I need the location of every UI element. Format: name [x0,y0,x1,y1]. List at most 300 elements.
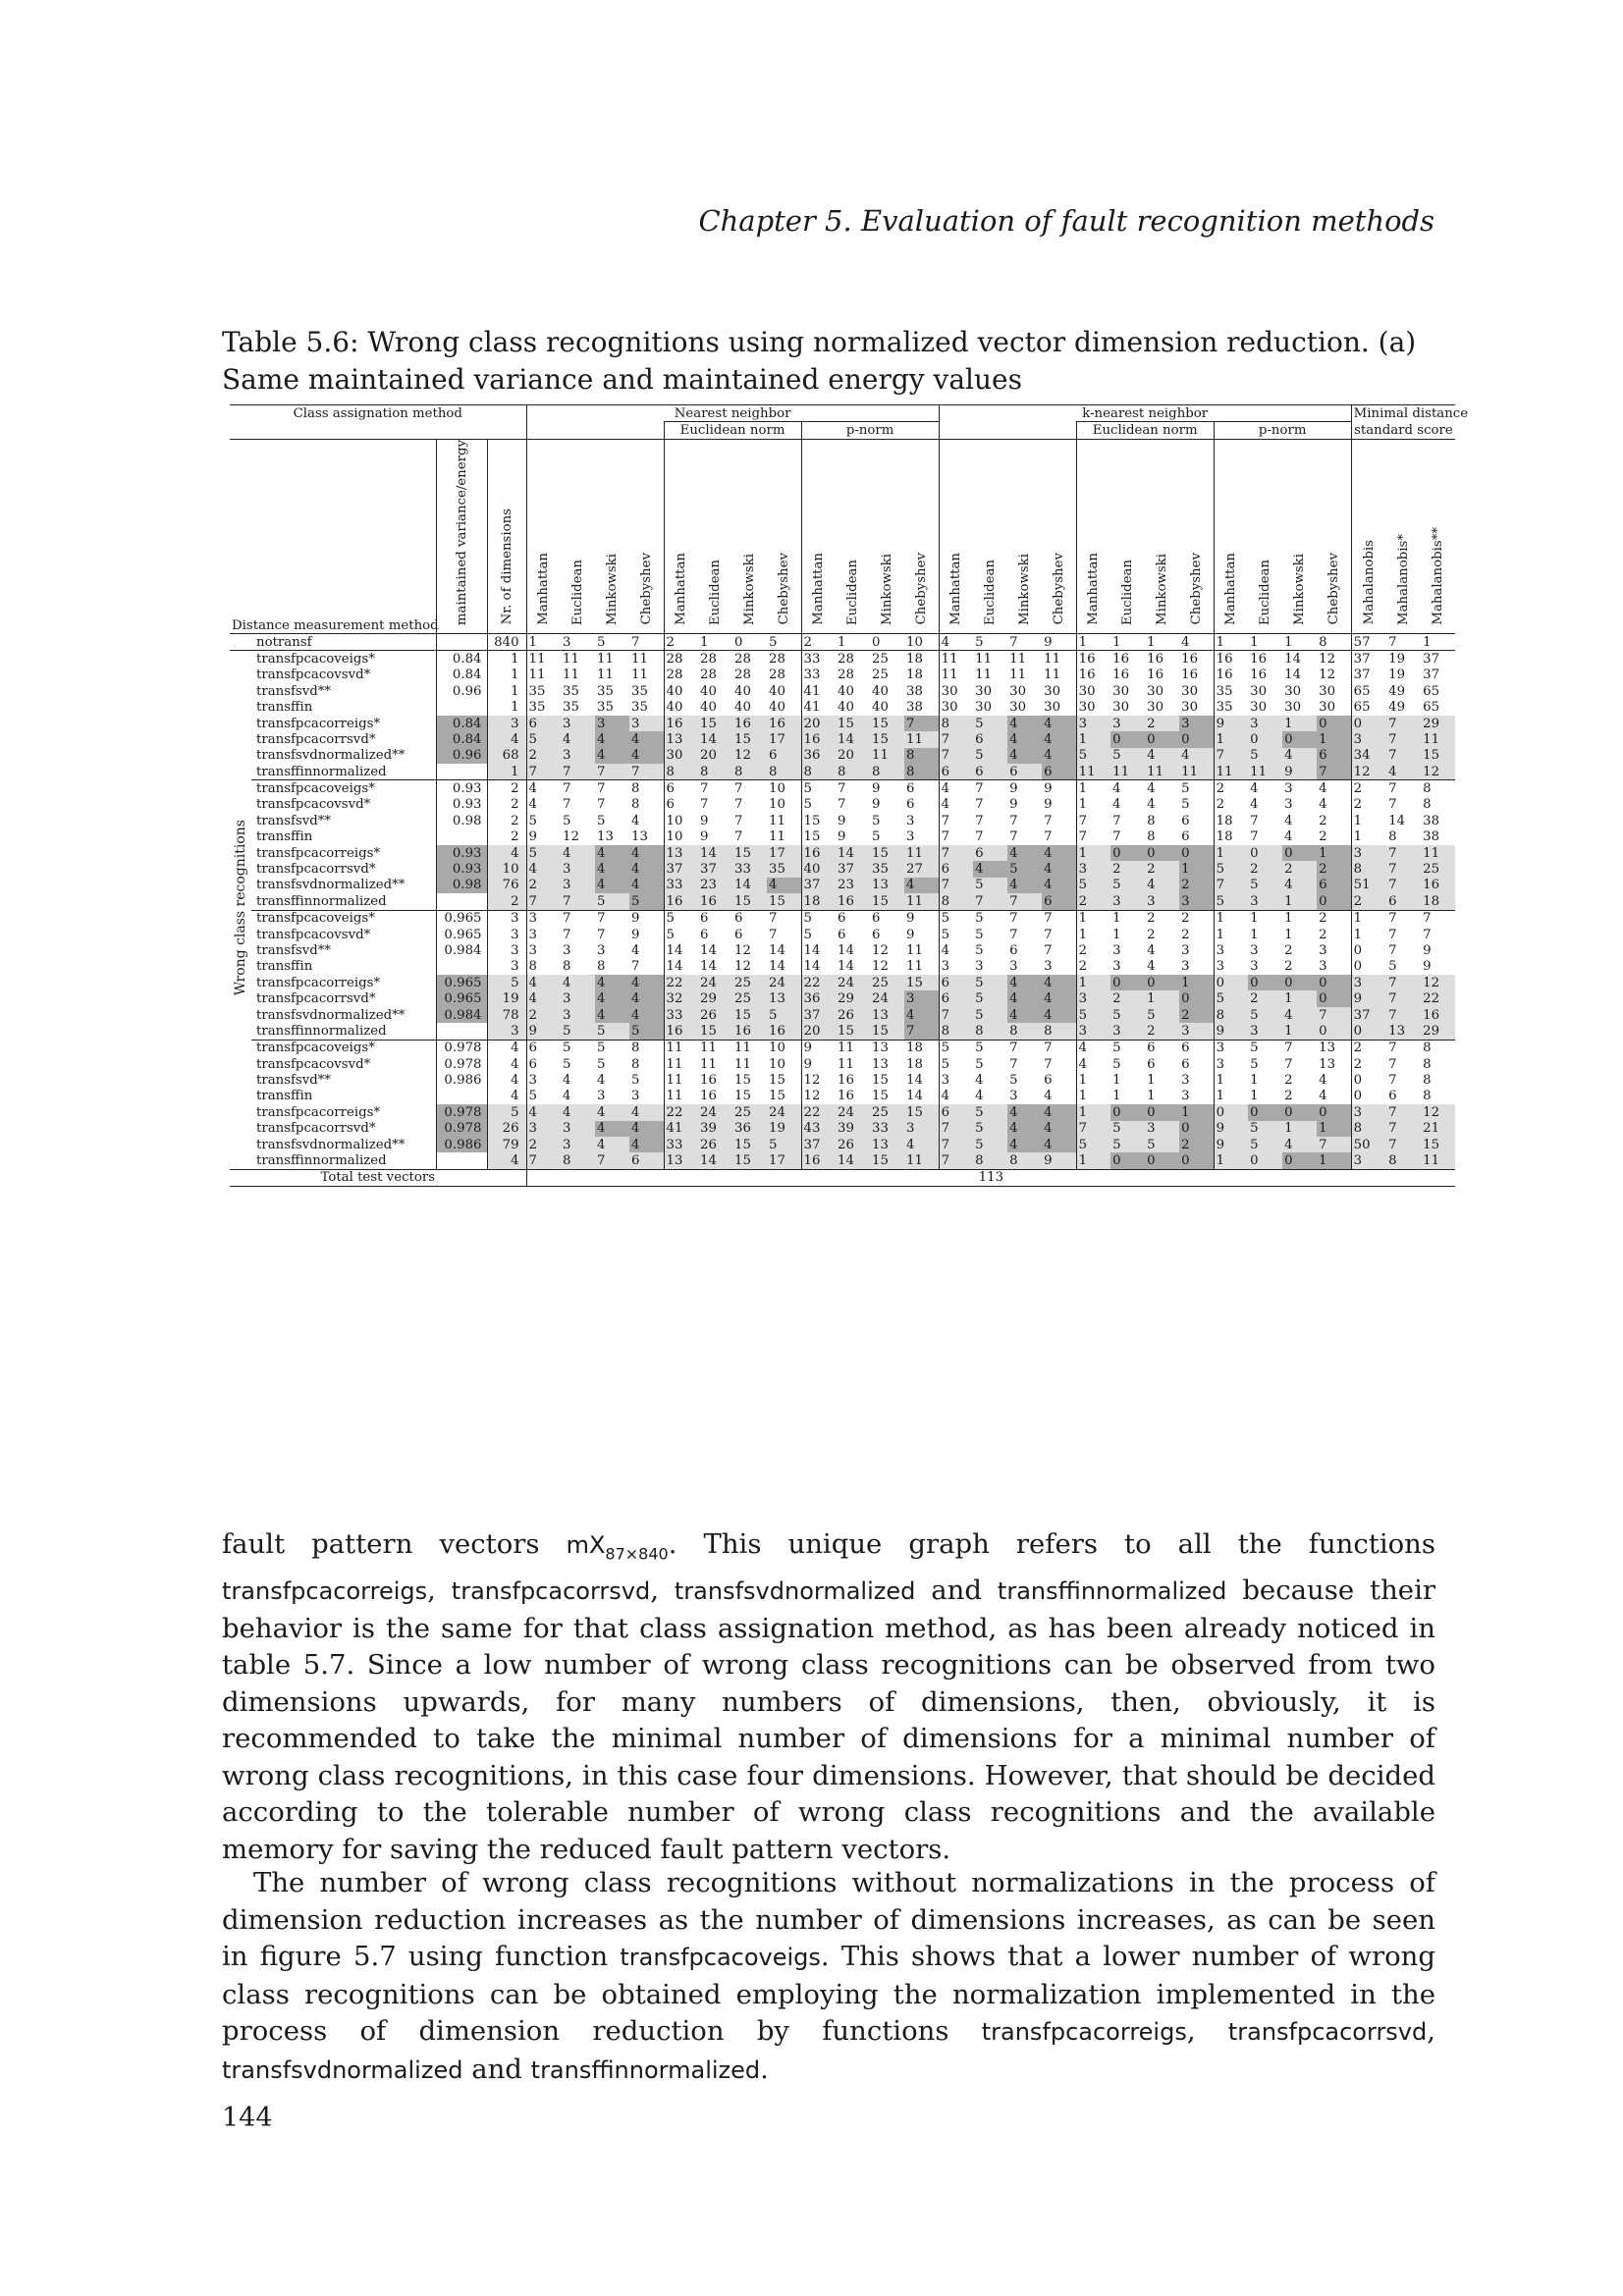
value-cell: 1 [1282,633,1317,650]
table-row [230,780,1455,797]
value-cell: 6 [1181,829,1190,845]
value-cell: 1 [1112,1073,1121,1089]
value-cell: 5 [801,780,836,797]
value-cell: 13 [631,829,648,845]
method-name: notransf [251,633,436,650]
header-k-nearest-neighbor: k-nearest neighbor [939,405,1351,422]
value-cell: 40 [838,700,854,716]
header-metric [664,439,698,633]
value-cell: 16 [767,1023,801,1040]
value-cell: 4 [1145,748,1179,764]
table-footer-row [230,1169,1455,1186]
header-metric-label: Manhattan [811,553,827,625]
table-row [230,927,1455,942]
value-cell: 5 [872,829,881,845]
value-cell: 7 [1250,813,1259,828]
value-cell: 12 [732,748,767,764]
value-cell: 16 [700,1073,717,1089]
value-cell: 14 [700,959,717,975]
value-cell: 3 [906,813,915,828]
value-cell: 15 [732,1137,767,1152]
value-cell: 4 [1284,813,1293,828]
value-cell: 3 [1248,893,1282,910]
value-cell: 5 [973,910,1007,927]
value-cell: 12 [734,959,751,975]
value-cell: 6 [1042,893,1076,910]
value-cell: 7 [1042,1040,1076,1056]
value-cell: 3 [1282,780,1317,797]
value-cell: 3 [1351,845,1386,861]
value-cell: 2 [1284,942,1293,958]
dimension-count: 3 [487,716,526,731]
value-cell: 5 [973,975,1007,990]
footer-label: Total test vectors [230,1169,526,1186]
value-cell: 3 [1076,1023,1110,1040]
value-cell: 7 [526,764,561,780]
value-cell: 0 [1317,716,1351,731]
value-cell: 7 [734,797,743,813]
value-cell: 1 [1317,731,1351,747]
value-cell: 4 [563,1089,571,1104]
value-cell: 1 [1214,1072,1248,1088]
value-cell: 5 [975,1056,984,1072]
value-cell: 8 [1147,829,1156,845]
header-metric-label: Chebyshev [1051,553,1066,625]
value-cell: 7 [597,797,606,813]
value-cell: 14 [1282,651,1317,667]
value-cell: 20 [801,1023,836,1040]
value-cell: 12 [1351,764,1386,780]
maintained-value: 0.98 [436,878,487,893]
value-cell: 13 [664,731,698,747]
value-cell: 7 [595,910,629,927]
value-cell: 7 [836,780,870,797]
value-cell: 5 [1214,990,1248,1006]
value-cell: 3 [561,861,595,877]
value-cell: 11 [1007,651,1042,667]
header-spacer [939,422,1076,439]
value-cell: 5 [975,942,984,958]
value-cell: 1 [1284,927,1293,942]
value-cell: 3 [1284,797,1293,813]
value-cell: 7 [1423,927,1432,942]
header-metric-label: Euclidean [708,559,724,625]
value-cell: 7 [629,764,664,780]
value-cell: 40 [700,683,717,699]
group-spacer [230,633,251,650]
value-cell: 9 [1282,764,1317,780]
dimension-count: 5 [487,975,526,990]
value-cell: 30 [1250,683,1268,699]
value-cell: 1 [1076,731,1110,747]
value-cell: 11 [836,1040,870,1056]
value-cell: 11 [664,1089,698,1104]
value-cell: 8 [904,748,939,764]
value-cell: 22 [664,975,698,990]
value-cell: 5 [629,893,664,910]
header-metric [836,439,870,633]
function-name: transfpcacorreigs [222,1577,428,1605]
value-cell: 17 [767,731,801,747]
value-cell: 30 [1044,700,1061,716]
value-cell: 40 [769,683,785,699]
method-name: transffin [256,959,313,975]
value-cell: 7 [1317,764,1351,780]
table-row [230,683,1455,699]
value-cell: 27 [904,861,939,877]
value-cell: 15 [734,1089,751,1104]
value-cell: 11 [904,845,939,861]
value-cell: 4 [595,731,629,747]
value-cell: 8 [629,1040,664,1056]
value-cell: 3 [526,1121,561,1137]
value-cell: 8 [561,1152,595,1169]
maintained-value: 0.93 [436,861,487,877]
method-name: transfpcacorrsvd* [256,1121,376,1137]
value-cell: 11 [664,1040,698,1056]
value-cell: 2 [1351,893,1386,910]
value-cell: 14 [906,1089,923,1104]
value-cell: 8 [1423,797,1432,813]
value-cell: 1 [1317,1121,1351,1137]
header-metric-label: Minkowski [1292,553,1308,625]
value-cell: 7 [595,764,629,780]
value-cell: 16 [698,893,732,910]
value-cell: 13 [1319,1056,1336,1072]
value-cell: 12 [872,959,889,975]
value-cell: 35 [870,861,904,877]
value-cell: 7 [975,797,984,813]
value-cell: 6 [700,927,709,942]
value-cell: 3 [1250,942,1259,958]
value-cell: 11 [939,667,973,683]
value-cell: 1 [1351,927,1386,942]
value-cell: 2 [1317,861,1351,877]
maintained-value: 0.986 [436,1137,487,1152]
value-cell: 2 [1214,780,1248,797]
value-cell: 3 [561,1007,595,1023]
value-cell: 7 [1112,829,1121,845]
value-cell: 5 [1248,1040,1282,1056]
value-cell: 5 [973,1007,1007,1023]
value-cell: 4 [1145,780,1179,797]
value-cell: 28 [769,667,785,683]
value-cell: 1 [1076,1152,1110,1169]
dimension-count: 4 [487,731,526,747]
value-cell: 1 [1214,910,1248,927]
value-cell: 5 [973,633,1007,650]
value-cell: 14 [698,731,732,747]
value-cell: 14 [838,959,854,975]
value-cell: 3 [1351,731,1386,747]
value-cell: 5 [1248,1137,1282,1152]
dimension-count: 4 [487,1072,526,1088]
value-cell: 7 [700,797,709,813]
value-cell: 5 [664,927,698,942]
value-cell: 3 [1112,959,1121,975]
value-cell: 4 [595,1104,629,1120]
value-cell: 7 [1386,845,1421,861]
value-cell: 13 [870,1007,904,1023]
value-cell: 8 [563,959,571,975]
value-cell: 6 [664,797,698,813]
value-cell: 7 [698,780,732,797]
value-cell: 8 [1423,1056,1432,1072]
value-cell: 40 [664,683,698,699]
maintained-value: 0.978 [436,1104,487,1120]
value-cell: 4 [1179,633,1214,650]
value-cell: 3 [1181,959,1190,975]
value-cell: 30 [975,683,993,699]
value-cell: 4 [1076,1056,1110,1072]
value-cell: 25 [732,1104,767,1120]
header-metric [870,439,904,633]
header-metric-label: Euclidean [1120,559,1136,625]
value-cell: 4 [629,1121,664,1137]
value-cell: 30 [975,700,993,716]
value-cell: 3 [1009,959,1018,975]
value-cell: 1 [1282,990,1317,1006]
value-cell: 7 [939,845,973,861]
value-cell: 5 [1250,1056,1259,1072]
value-cell: 2 [1076,893,1110,910]
value-cell: 3 [561,878,595,893]
value-cell: 3 [561,990,595,1006]
value-cell: 4 [1007,1104,1042,1120]
value-cell: 9 [1009,797,1018,813]
value-cell: 11 [1042,651,1076,667]
value-cell: 4 [595,748,629,764]
value-cell: 4 [1042,1007,1076,1023]
table-row [230,959,1455,975]
value-cell: 5 [1145,1007,1179,1023]
value-cell: 3 [906,829,915,845]
value-cell: 6 [767,748,801,764]
value-cell: 4 [526,797,561,813]
table-row [230,1121,1455,1137]
value-cell: 15 [1421,1137,1455,1152]
table-row [230,764,1455,780]
table-row [230,1137,1455,1152]
value-cell: 7 [1112,813,1121,828]
dimension-count: 3 [487,910,526,927]
value-cell: 30 [1147,683,1164,699]
value-cell: 1 [1351,829,1386,845]
value-cell: 30 [1147,700,1164,716]
value-cell: 15 [801,813,836,828]
value-cell: 24 [767,1104,801,1120]
value-cell: 6 [1145,1040,1179,1056]
value-cell: 0 [1145,975,1179,990]
value-cell: 0 [1351,942,1386,958]
value-cell: 6 [870,910,904,927]
value-cell: 15 [870,893,904,910]
value-cell: 36 [801,990,836,1006]
value-cell: 8 [939,893,973,910]
value-cell: 3 [1351,1104,1386,1120]
value-cell: 7 [1386,780,1421,797]
value-cell: 8 [1351,861,1386,877]
value-cell: 15 [870,716,904,731]
value-cell: 1 [1145,990,1179,1006]
table-caption: Table 5.6: Wrong class recognitions using normalized vector dimension reduction. (a) Same maintained variance and maintained energy values [222,326,1417,396]
header-metric [1282,439,1317,633]
value-cell: 11 [526,651,561,667]
dimension-count: 19 [487,990,526,1006]
distance-method-label: Distance measurement method [232,617,439,633]
value-cell: 9 [1042,780,1076,797]
maintained-value [436,959,487,975]
dimension-count: 1 [487,699,526,715]
value-cell: 7 [939,1137,973,1152]
table-row [230,716,1455,731]
value-cell: 14 [906,1073,923,1089]
method-name: transfpcacorrsvd* [256,991,376,1007]
header-metric-label: Chebyshev [913,553,929,625]
maintained-value [436,1152,487,1169]
value-cell: 28 [767,651,801,667]
value-cell: 5 [595,633,629,650]
value-cell: 14 [1284,667,1302,683]
value-cell: 1 [1110,633,1145,650]
value-cell: 35 [767,861,801,877]
maintained-value: 0.93 [436,780,487,797]
value-cell: 4 [631,942,640,958]
value-cell: 7 [1386,1137,1421,1152]
value-cell: 16 [1248,651,1282,667]
value-cell: 40 [769,700,785,716]
value-cell: 7 [838,797,846,813]
header-metric-label: Manhattan [674,553,689,625]
value-cell: 8 [629,780,664,797]
value-cell: 4 [563,1073,571,1089]
value-cell: 9 [1214,1137,1248,1152]
value-cell: 2 [1145,861,1179,877]
value-cell: 4 [629,748,664,764]
header-metric-label: Manhattan [1086,553,1102,625]
value-cell: 11 [1179,764,1214,780]
value-cell: 10 [904,633,939,650]
value-cell: 15 [836,1023,870,1040]
value-cell: 7 [563,927,571,942]
value-cell: 7 [1076,813,1110,828]
value-cell: 5 [595,893,629,910]
value-cell: 2 [1076,959,1110,975]
value-cell: 4 [1007,878,1042,893]
value-cell: 4 [526,861,561,877]
value-cell: 3 [1179,1023,1214,1040]
value-cell: 1 [1076,780,1110,797]
value-cell: 13 [1386,1023,1421,1040]
value-cell: 35 [597,700,614,716]
table-row [230,1056,1455,1072]
value-cell: 1 [1076,975,1110,990]
value-cell: 7 [939,829,973,845]
value-cell: 2 [1179,878,1214,893]
value-cell: 7 [904,716,939,731]
value-cell: 0 [1214,1104,1248,1120]
value-cell: 28 [664,651,698,667]
maintained-value: 0.978 [436,1040,487,1056]
value-cell: 4 [1284,829,1293,845]
value-cell: 3 [526,927,561,942]
value-cell: 9 [904,910,939,927]
value-cell: 9 [872,797,881,813]
value-cell: 5 [526,813,561,828]
wrong-class-table [230,404,1469,1187]
value-cell: 5 [939,1056,973,1072]
value-cell: 3 [1181,1073,1190,1089]
value-cell: 4 [1007,1137,1042,1152]
value-cell: 4 [595,990,629,1006]
header-mahalanobis [1386,439,1421,633]
value-cell: 6 [939,975,973,990]
maintained-value: 0.93 [436,797,487,813]
value-cell: 6 [939,990,973,1006]
table-row [230,731,1455,747]
value-cell: 3 [629,716,664,731]
value-cell: 11 [561,651,595,667]
value-cell: 4 [1147,959,1156,975]
table-row [230,651,1455,667]
value-cell: 3 [1248,716,1282,731]
value-cell: 4 [1317,780,1351,797]
value-cell: 6 [664,780,698,797]
value-cell: 0 [1317,893,1351,910]
method-name: transfsvdnormalized** [256,1007,406,1023]
value-cell: 40 [801,861,836,877]
value-cell: 4 [1282,1137,1317,1152]
value-cell: 11 [1009,667,1027,683]
value-cell: 7 [1386,910,1421,927]
value-cell: 5 [597,813,606,828]
value-cell: 11 [838,1056,854,1072]
header-metric [767,439,801,633]
value-cell: 5 [973,878,1007,893]
maintained-value: 0.965 [436,975,487,990]
value-cell: 6 [939,764,973,780]
header-metric [904,439,939,633]
value-cell: 4 [629,1137,664,1152]
value-cell: 8 [1423,1089,1432,1104]
value-cell: 4 [975,1073,984,1089]
value-cell: 11 [734,1056,751,1072]
value-cell: 41 [664,1121,698,1137]
value-cell: 5 [767,633,801,650]
value-cell: 9 [1351,990,1386,1006]
header-nr-dimensions [487,439,526,633]
value-cell: 16 [801,845,836,861]
value-cell: 7 [1317,1007,1351,1023]
value-cell: 7 [1044,942,1053,958]
value-cell: 0 [1317,1023,1351,1040]
value-cell: 10 [664,829,698,845]
value-cell: 3 [1181,942,1190,958]
value-cell: 7 [1076,1121,1110,1137]
value-cell: 16 [1250,667,1268,683]
value-cell: 3 [526,1072,561,1088]
value-cell: 3 [597,1089,606,1104]
dimension-count: 1 [487,764,526,780]
value-cell: 3 [939,959,973,975]
value-cell: 12 [734,942,751,958]
value-cell: 3 [1076,861,1110,877]
value-cell: 37 [801,1007,836,1023]
value-cell: 0 [1179,1152,1214,1169]
value-cell: 3 [561,1121,595,1137]
value-cell: 2 [1110,861,1145,877]
value-cell: 12 [1319,667,1336,683]
